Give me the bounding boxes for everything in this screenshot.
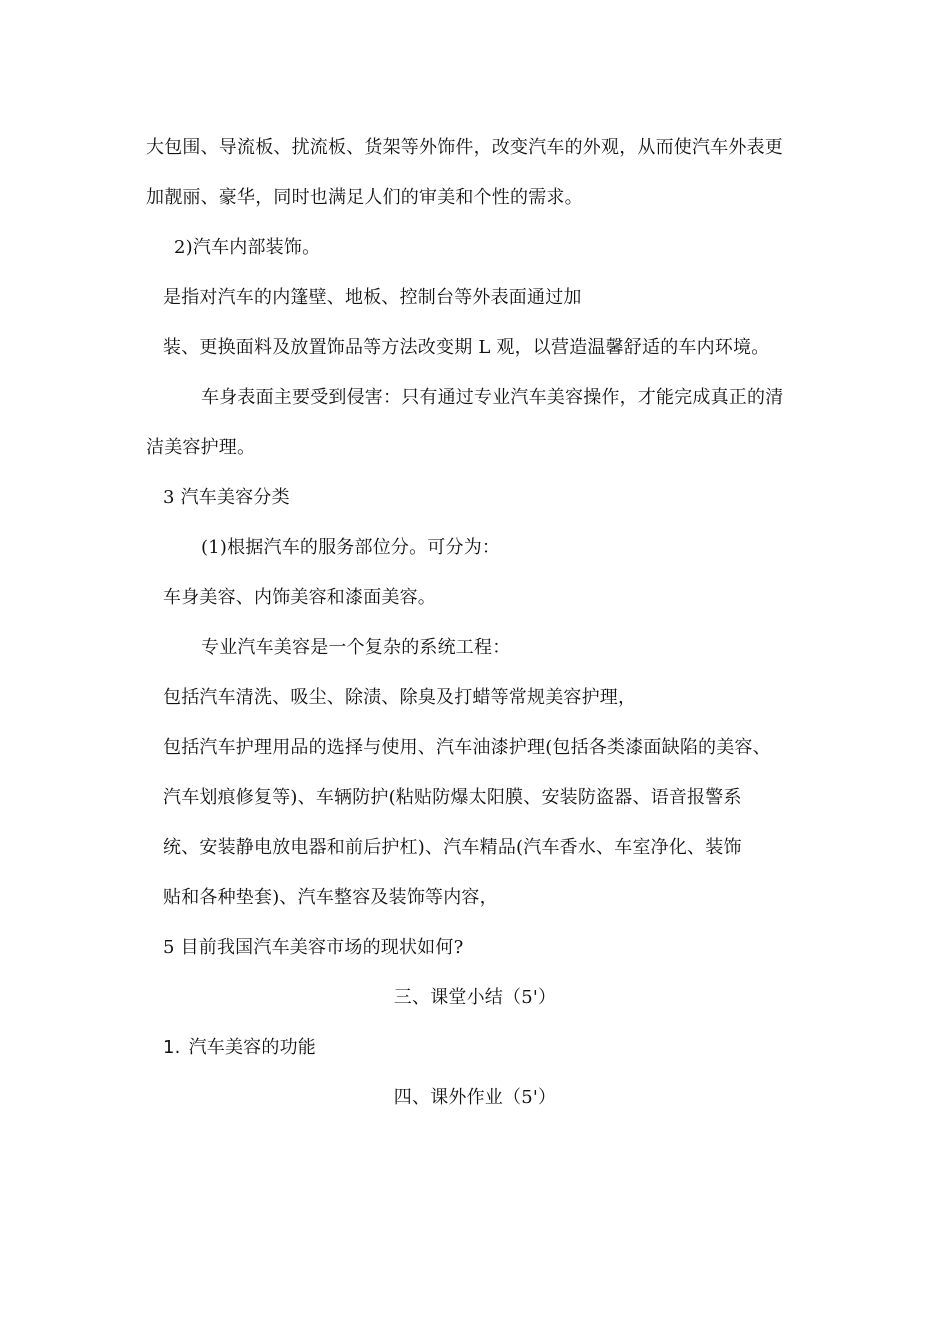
summary-item-text: 汽车美容的功能 xyxy=(188,1037,316,1058)
paragraph-line: 洁美容护理。 xyxy=(146,437,256,458)
paragraph-line: (1)根据汽车的服务部位分。可分为： xyxy=(201,537,501,558)
paragraph-line: 专业汽车美容是一个复杂的系统工程： xyxy=(201,637,511,658)
section-heading-homework: 四、课外作业（5'） xyxy=(393,1087,557,1108)
paragraph-line: 汽车划痕修复等)、车辆防护(粘贴防爆太阳膜、安装防盗器、语音报警系 xyxy=(163,787,742,808)
paragraph-line: 加靓丽、豪华，同时也满足人们的审美和个性的需求。 xyxy=(146,187,583,208)
paragraph-line: 大包围、导流板、扰流板、货架等外饰件，改变汽车的外观，从而使汽车外表更 xyxy=(146,137,783,158)
paragraph-line: 2)汽车内部装饰。 xyxy=(174,237,321,258)
paragraph-line: 包括汽车清洗、吸尘、除渍、除臭及打蜡等常规美容护理， xyxy=(163,687,637,708)
summary-item-number: 1. xyxy=(163,1037,181,1058)
paragraph-line: 贴和各种垫套)、汽车整容及装饰等内容， xyxy=(163,887,498,908)
paragraph-line: 统、安装静电放电器和前后护杠)、汽车精品(汽车香水、车室净化、装饰 xyxy=(163,837,742,858)
summary-item xyxy=(163,1036,316,1060)
section-heading-summary: 三、课堂小结（5'） xyxy=(393,987,557,1008)
paragraph-line: 3 汽车美容分类 xyxy=(163,487,290,508)
paragraph-line: 包括汽车护理用品的选择与使用、汽车油漆护理(包括各类漆面缺陷的美容、 xyxy=(163,737,771,758)
paragraph-line: 车身美容、内饰美容和漆面美容。 xyxy=(163,587,436,608)
paragraph-line: 5 目前我国汽车美容市场的现状如何? xyxy=(163,937,464,958)
paragraph-line: 装、更换面料及放置饰品等方法改变期 L 观，以营造温馨舒适的车内环境。 xyxy=(163,337,770,358)
paragraph-line: 车身表面主要受到侵害：只有通过专业汽车美容操作，才能完成真正的清 xyxy=(201,387,784,408)
paragraph-line: 是指对汽车的内篷壁、地板、控制台等外表面通过加 xyxy=(163,287,582,308)
